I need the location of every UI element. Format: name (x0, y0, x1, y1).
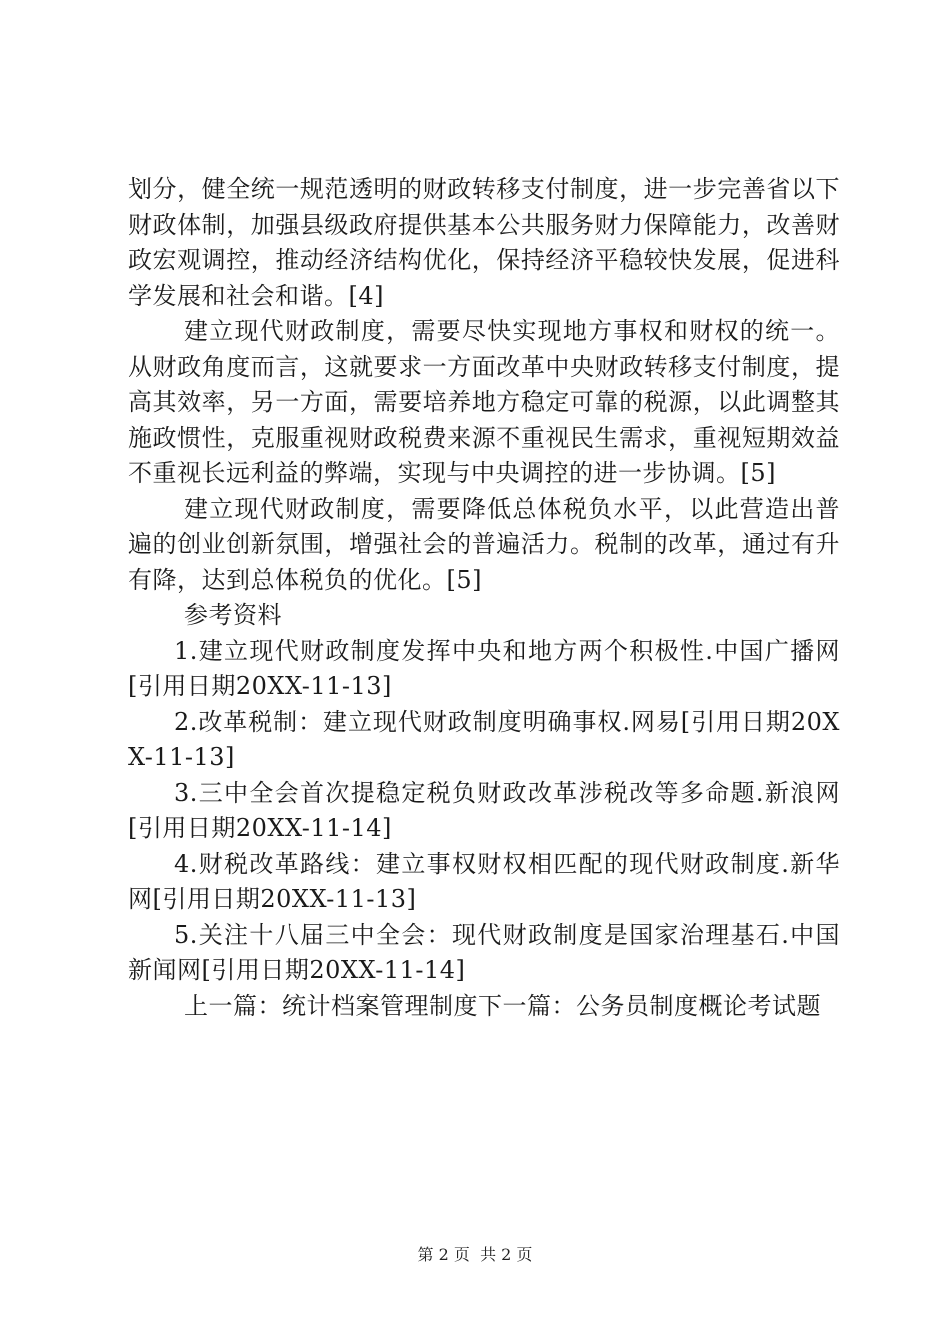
prev-next-navigation[interactable]: 上一篇：统计档案管理制度下一篇：公务员制度概论考试题 (184, 991, 821, 1020)
body-paragraph: 建立现代财政制度，需要降低总体税负水平，以此营造出普遍的创业创新氛围，增强社会的普遍活力。税制的改革，通过有升有降，达到总体税负的优化。[5] (128, 494, 840, 594)
reference-item: 5.关注十八届三中全会：现代财政制度是国家治理基石.中国新闻网[引用日期20XX-11-14] (128, 920, 840, 984)
document-body (128, 172, 840, 1024)
body-paragraph: 建立现代财政制度，需要尽快实现地方事权和财权的统一。从财政角度而言，这就要求一方面改革中央财政转移支付制度，提高其效率，另一方面，需要培养地方稳定可靠的税源，以此调整其施政惯性，克服重视财政税费来源不重视民生需求，重视短期效益不重视长远利益的弊端，实现与中央调控的进一步协调。[5] (128, 317, 840, 487)
reference-item: 1.建立现代财政制度发挥中央和地方两个积极性.中国广播网[引用日期20XX-11-13] (128, 636, 840, 700)
body-paragraph-continued: 划分，健全统一规范透明的财政转移支付制度，进一步完善省以下财政体制，加强县级政府提供基本公共服务财力保障能力，改善财政宏观调控，推动经济结构优化，保持经济平稳较快发展，促进科学发展和社会和谐。[4] (128, 175, 840, 310)
reference-item: 2.改革税制：建立现代财政制度明确事权.网易[引用日期20XX-11-13] (128, 707, 840, 771)
reference-item: 3.三中全会首次提稳定税负财政改革涉税改等多命题.新浪网[引用日期20XX-11-14] (128, 778, 840, 842)
page-number: 第 2 页 共 2 页 (417, 1245, 533, 1264)
reference-item: 4.财税改革路线：建立事权财权相匹配的现代财政制度.新华网[引用日期20XX-11-13] (128, 849, 840, 913)
references-heading: 参考资料 (184, 601, 282, 629)
page-footer (0, 1242, 950, 1265)
